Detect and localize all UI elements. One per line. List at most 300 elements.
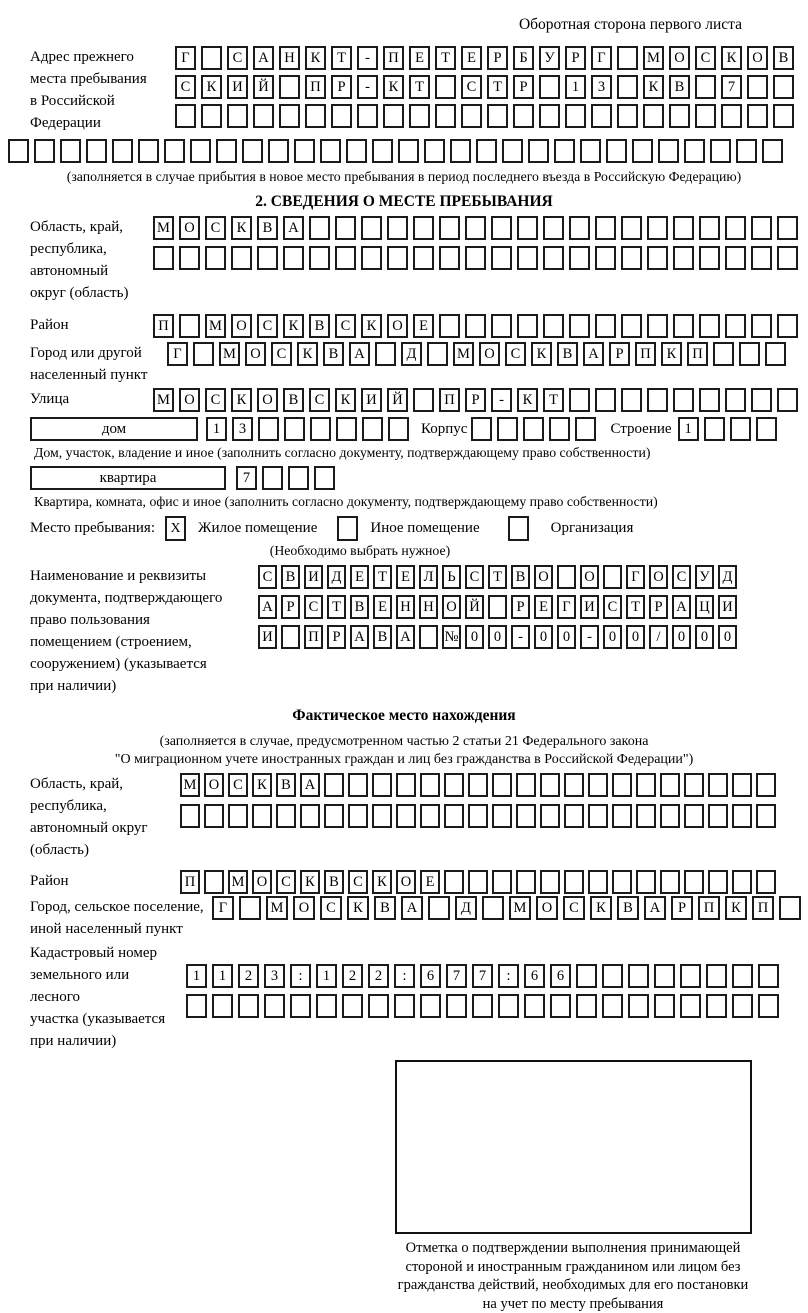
char-cell [758, 994, 779, 1018]
char-cell: 0 [718, 625, 737, 649]
char-cell: О [245, 342, 266, 366]
char-cell: С [175, 75, 196, 99]
char-cell [777, 388, 798, 412]
char-cell: М [153, 216, 174, 240]
char-cell [175, 104, 196, 128]
char-cell: Д [455, 896, 477, 920]
char-cell [316, 994, 337, 1018]
char-cell [238, 994, 259, 1018]
char-cell: А [644, 896, 666, 920]
char-cell: С [335, 314, 356, 338]
char-cell [517, 246, 538, 270]
char-cell [375, 342, 396, 366]
char-cell: К [361, 314, 382, 338]
char-cell: О [536, 896, 558, 920]
char-cell [383, 104, 404, 128]
char-cell: - [491, 388, 512, 412]
char-cell: С [276, 870, 296, 894]
char-cell: 6 [420, 964, 441, 988]
char-cell [439, 314, 460, 338]
char-cell [86, 139, 107, 163]
char-cell [396, 773, 416, 797]
char-cell: Т [435, 46, 456, 70]
char-cell: А [672, 595, 691, 619]
char-cell: П [635, 342, 656, 366]
char-cell: Г [167, 342, 188, 366]
char-cell: У [695, 565, 714, 589]
char-cell: С [271, 342, 292, 366]
char-cell [569, 216, 590, 240]
cadastral-field [30, 942, 792, 1052]
char-cell [190, 139, 211, 163]
document-row-3 [258, 625, 737, 649]
char-cell [643, 104, 664, 128]
char-cell [201, 104, 222, 128]
char-cell [576, 994, 597, 1018]
char-cell [413, 216, 434, 240]
char-cell: Т [488, 565, 507, 589]
stroenie-cells [678, 417, 777, 441]
char-cell [777, 246, 798, 270]
char-cell [396, 804, 416, 828]
char-cell: О [747, 46, 768, 70]
char-cell [239, 896, 261, 920]
char-cell: - [511, 625, 530, 649]
district-field [30, 314, 792, 338]
char-cell [725, 314, 746, 338]
char-cell: П [304, 625, 323, 649]
char-cell [516, 773, 536, 797]
char-cell [8, 139, 29, 163]
char-cell [540, 773, 560, 797]
char-cell: И [580, 595, 599, 619]
char-cell [413, 246, 434, 270]
char-cell [523, 417, 544, 441]
char-cell [647, 388, 668, 412]
char-cell [628, 964, 649, 988]
char-cell [276, 804, 296, 828]
char-cell: К [643, 75, 664, 99]
fact-region-field [30, 773, 792, 861]
char-cell: К [372, 870, 392, 894]
char-cell [621, 388, 642, 412]
char-cell [732, 773, 752, 797]
char-cell [699, 314, 720, 338]
char-cell: О [649, 565, 668, 589]
cadastral-label: Кадастровый номер земельного или лесного участка (указывается при наличии) [30, 945, 166, 1049]
char-cell: К [305, 46, 326, 70]
apartment-field-label: квартира [30, 466, 226, 490]
page-corner-note: Оборотная сторона первого листа [518, 16, 742, 33]
char-cell: К [661, 342, 682, 366]
korpus-cells [471, 417, 596, 441]
char-cell: Д [327, 565, 346, 589]
char-cell [528, 139, 549, 163]
char-cell: Р [511, 595, 530, 619]
char-cell [684, 139, 705, 163]
char-cell [324, 804, 344, 828]
char-cell [361, 246, 382, 270]
char-cell: О [387, 314, 408, 338]
char-cell [732, 870, 752, 894]
char-cell [747, 75, 768, 99]
char-cell: Т [543, 388, 564, 412]
char-cell: 3 [264, 964, 285, 988]
char-cell: Л [419, 565, 438, 589]
char-cell [257, 246, 278, 270]
char-cell [773, 104, 794, 128]
char-cell: № [442, 625, 461, 649]
char-cell [372, 804, 392, 828]
char-cell: С [309, 388, 330, 412]
char-cell [180, 804, 200, 828]
district-row [153, 314, 798, 338]
char-cell: 0 [488, 625, 507, 649]
char-cell [732, 804, 752, 828]
char-cell: К [297, 342, 318, 366]
char-cell: П [180, 870, 200, 894]
char-cell [468, 804, 488, 828]
char-cell: Т [409, 75, 430, 99]
char-cell: М [180, 773, 200, 797]
char-cell [647, 246, 668, 270]
char-cell [279, 104, 300, 128]
char-cell [725, 246, 746, 270]
char-cell [751, 388, 772, 412]
char-cell [660, 773, 680, 797]
char-cell: Й [253, 75, 274, 99]
char-cell: Р [565, 46, 586, 70]
char-cell: А [300, 773, 320, 797]
char-cell [465, 216, 486, 240]
char-cell [710, 139, 731, 163]
char-cell: О [534, 565, 553, 589]
char-cell [540, 804, 560, 828]
char-cell [138, 139, 159, 163]
char-cell [419, 625, 438, 649]
char-cell [732, 964, 753, 988]
char-cell [779, 896, 801, 920]
char-cell [621, 314, 642, 338]
char-cell [621, 246, 642, 270]
char-cell: П [305, 75, 326, 99]
char-cell [575, 417, 596, 441]
char-cell [498, 994, 519, 1018]
char-cell [612, 870, 632, 894]
char-cell [212, 994, 233, 1018]
char-cell [281, 625, 300, 649]
char-cell [708, 870, 728, 894]
char-cell: Т [327, 595, 346, 619]
char-cell [539, 104, 560, 128]
char-cell [471, 417, 492, 441]
char-cell: С [672, 565, 691, 589]
char-cell [446, 994, 467, 1018]
char-cell: О [442, 595, 461, 619]
char-cell: 7 [472, 964, 493, 988]
char-cell [387, 246, 408, 270]
char-cell: Г [212, 896, 234, 920]
korpus-label: Корпус [421, 420, 468, 437]
char-cell [543, 314, 564, 338]
char-cell: А [396, 625, 415, 649]
street-field [30, 388, 792, 412]
char-cell: С [304, 595, 323, 619]
char-cell [309, 216, 330, 240]
char-cell: Н [279, 46, 300, 70]
char-cell: Й [465, 595, 484, 619]
char-cell [660, 870, 680, 894]
char-cell [268, 139, 289, 163]
char-cell [300, 804, 320, 828]
char-cell: А [253, 46, 274, 70]
stamp-caption: Отметка о подтверждении выполнения принимающей стороной и иностранным гражданином или лицом без гражданства действий, необходимых для его постановки на учет по месту пребывания [397, 1240, 749, 1312]
char-cell: О [179, 388, 200, 412]
char-cell [684, 773, 704, 797]
char-cell: Г [626, 565, 645, 589]
char-cell [660, 804, 680, 828]
char-cell: У [539, 46, 560, 70]
char-cell: К [725, 896, 747, 920]
fact-district-row [180, 870, 776, 894]
cadastral-row-2 [186, 994, 779, 1018]
actual-location-subtitle-2: "О миграционном учете иностранных граждан и лиц без гражданства в Российской Федерации") [114, 752, 694, 767]
prev-address-row-3 [175, 104, 794, 128]
char-cell [231, 246, 252, 270]
char-cell: Р [671, 896, 693, 920]
char-cell [335, 246, 356, 270]
house-field-label: дом [30, 417, 198, 441]
char-cell [279, 75, 300, 99]
char-cell [331, 104, 352, 128]
char-cell [636, 870, 656, 894]
char-cell: А [283, 216, 304, 240]
char-cell [205, 246, 226, 270]
fact-district-label: Район [30, 873, 69, 889]
char-cell [335, 216, 356, 240]
char-cell [725, 216, 746, 240]
char-cell: П [752, 896, 774, 920]
char-cell [762, 139, 783, 163]
char-cell [502, 139, 523, 163]
char-cell [394, 994, 415, 1018]
char-cell [612, 773, 632, 797]
char-cell: В [323, 342, 344, 366]
fact-district-field [30, 870, 792, 894]
char-cell [435, 75, 456, 99]
char-cell [713, 342, 734, 366]
char-cell [756, 417, 777, 441]
char-cell [492, 804, 512, 828]
char-cell [564, 870, 584, 894]
char-cell [444, 804, 464, 828]
char-cell: Е [461, 46, 482, 70]
char-cell [557, 565, 576, 589]
char-cell [264, 994, 285, 1018]
char-cell: 3 [591, 75, 612, 99]
stroenie-label: Строение [610, 420, 672, 437]
char-cell: : [290, 964, 311, 988]
char-cell: В [281, 565, 300, 589]
char-cell [491, 314, 512, 338]
char-cell [186, 994, 207, 1018]
char-cell: О [580, 565, 599, 589]
char-cell [721, 104, 742, 128]
city-field [30, 342, 792, 386]
char-cell: Т [626, 595, 645, 619]
char-cell [252, 804, 272, 828]
char-cell [564, 804, 584, 828]
fact-city-row [212, 896, 801, 920]
char-cell [468, 870, 488, 894]
char-cell [201, 46, 222, 70]
char-cell: 3 [232, 417, 253, 441]
char-cell [588, 870, 608, 894]
char-cell [488, 595, 507, 619]
char-cell: О [204, 773, 224, 797]
char-cell: 1 [212, 964, 233, 988]
char-cell: 1 [678, 417, 699, 441]
char-cell [461, 104, 482, 128]
char-cell: К [252, 773, 272, 797]
char-cell: И [304, 565, 323, 589]
char-cell [310, 417, 331, 441]
char-cell [673, 314, 694, 338]
char-cell [550, 994, 571, 1018]
char-cell: Д [401, 342, 422, 366]
char-cell: С [603, 595, 622, 619]
char-cell: О [252, 870, 272, 894]
char-cell [647, 314, 668, 338]
char-cell: 2 [238, 964, 259, 988]
char-cell [758, 964, 779, 988]
char-cell: О [257, 388, 278, 412]
region-row-1 [153, 216, 798, 240]
char-cell: О [179, 216, 200, 240]
char-cell: В [309, 314, 330, 338]
char-cell [465, 314, 486, 338]
char-cell [348, 773, 368, 797]
char-cell [112, 139, 133, 163]
checkbox-zhiloe: X [165, 516, 186, 541]
char-cell [708, 804, 728, 828]
char-cell: Е [420, 870, 440, 894]
char-cell [539, 75, 560, 99]
house-number-cells [206, 417, 409, 441]
char-cell [450, 139, 471, 163]
char-cell: К [517, 388, 538, 412]
char-cell [342, 994, 363, 1018]
char-cell: 0 [465, 625, 484, 649]
char-cell: М [509, 896, 531, 920]
char-cell: В [276, 773, 296, 797]
char-cell [290, 994, 311, 1018]
char-cell: В [257, 216, 278, 240]
char-cell [216, 139, 237, 163]
char-cell: 1 [186, 964, 207, 988]
fact-region-row-2 [180, 804, 776, 828]
prev-address-row-2 [175, 75, 794, 99]
char-cell: : [394, 964, 415, 988]
char-cell [658, 139, 679, 163]
char-cell [253, 104, 274, 128]
char-cell: В [669, 75, 690, 99]
char-cell [673, 246, 694, 270]
char-cell [673, 388, 694, 412]
char-cell [543, 216, 564, 240]
char-cell [465, 246, 486, 270]
char-cell [725, 388, 746, 412]
section2-title: 2. СВЕДЕНИЯ О МЕСТЕ ПРЕБЫВАНИЯ [255, 193, 553, 210]
char-cell [398, 139, 419, 163]
char-cell: Е [350, 565, 369, 589]
char-cell [372, 139, 393, 163]
char-cell [564, 773, 584, 797]
char-cell: К [590, 896, 612, 920]
char-cell: М [266, 896, 288, 920]
document-row-2 [258, 595, 737, 619]
char-cell: И [718, 595, 737, 619]
char-cell: С [257, 314, 278, 338]
char-cell: К [201, 75, 222, 99]
char-cell [756, 870, 776, 894]
char-cell: 2 [342, 964, 363, 988]
apartment-note: Квартира, комната, офис и иное (заполнить согласно документу, подтверждающему право собственности) [34, 494, 658, 509]
char-cell: В [557, 342, 578, 366]
char-cell [699, 216, 720, 240]
char-cell: Й [387, 388, 408, 412]
char-cell: Е [534, 595, 553, 619]
char-cell [491, 246, 512, 270]
char-cell: В [374, 896, 396, 920]
char-cell [179, 246, 200, 270]
prev-address-row-1 [175, 46, 794, 70]
char-cell [588, 773, 608, 797]
char-cell: К [231, 216, 252, 240]
char-cell [695, 75, 716, 99]
char-cell: : [498, 964, 519, 988]
char-cell [420, 773, 440, 797]
option-organizaciya-label: Организация [550, 520, 634, 536]
char-cell [309, 246, 330, 270]
char-cell: К [721, 46, 742, 70]
char-cell: О [231, 314, 252, 338]
char-cell [680, 964, 701, 988]
char-cell [747, 104, 768, 128]
char-cell: П [439, 388, 460, 412]
char-cell: Р [465, 388, 486, 412]
document-block [30, 565, 792, 697]
char-cell [164, 139, 185, 163]
char-cell [704, 417, 725, 441]
char-cell: Д [718, 565, 737, 589]
char-cell [413, 388, 434, 412]
char-cell: С [695, 46, 716, 70]
char-cell: П [153, 314, 174, 338]
char-cell [228, 804, 248, 828]
char-cell: С [563, 896, 585, 920]
char-cell: С [205, 216, 226, 240]
char-cell [314, 466, 335, 490]
district-label: Район [30, 317, 69, 333]
char-cell: А [258, 595, 277, 619]
char-cell: 1 [565, 75, 586, 99]
char-cell [549, 417, 570, 441]
char-cell [636, 773, 656, 797]
fact-city-field [30, 896, 792, 940]
char-cell [288, 466, 309, 490]
char-cell: М [643, 46, 664, 70]
